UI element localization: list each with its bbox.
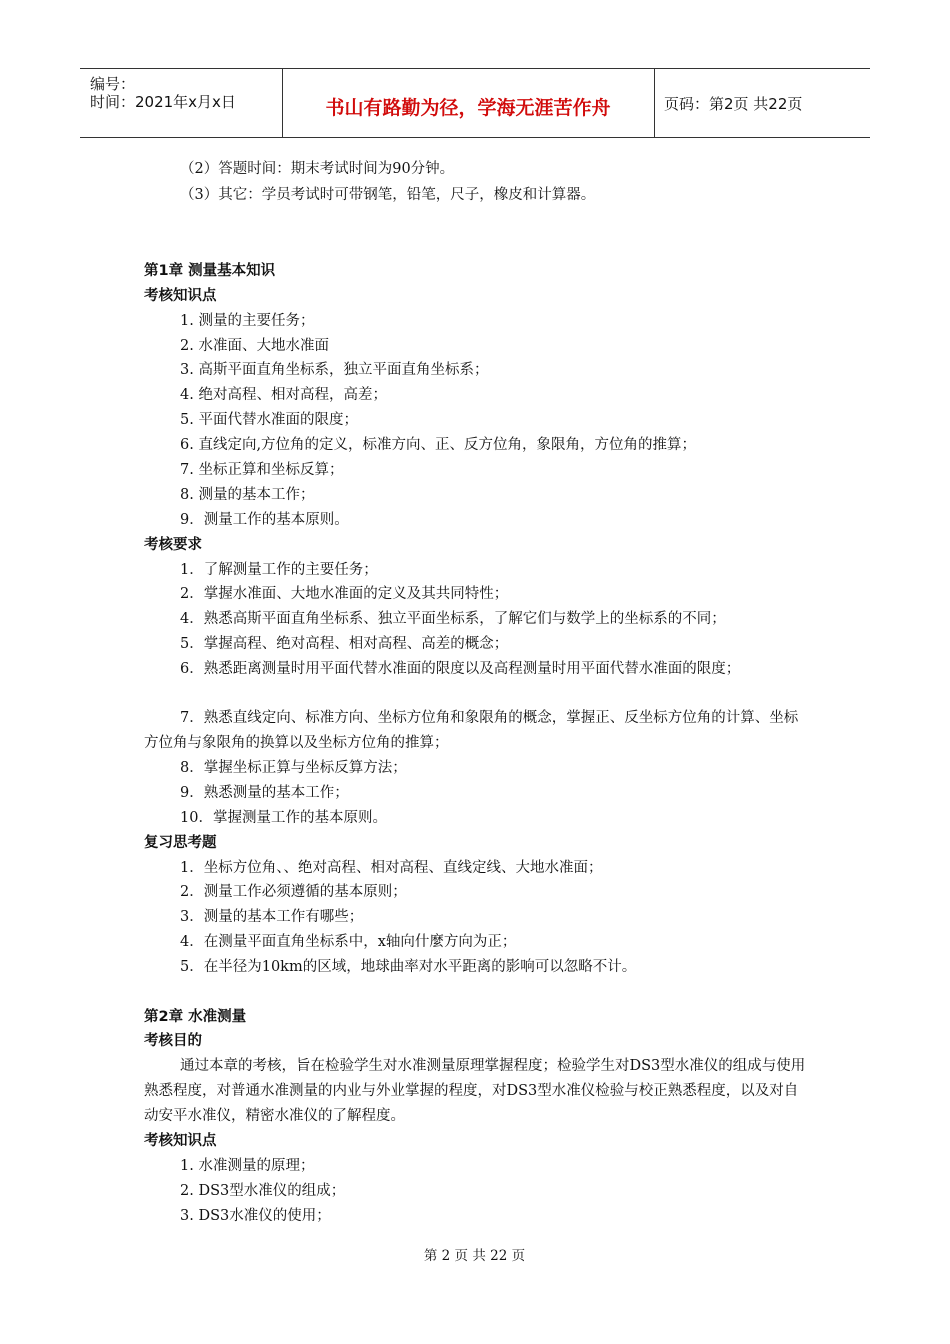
chapter-1-review-heading: 复习思考题 <box>144 835 217 851</box>
document-date-label: 时间：2021年x月x日 <box>90 93 236 111</box>
chapter-1-title: 第1章 测量基本知识 <box>144 263 276 279</box>
chapter-1-knowledge-heading: 考核知识点 <box>144 288 217 304</box>
requirement-item: 5．掌握高程、绝对高程、相对高程、高差的概念； <box>180 636 509 652</box>
review-item: 5．在半径为10km的区域，地球曲率对水平距离的影响可以忽略不计。 <box>180 959 637 975</box>
knowledge-item: 3. DS3水准仪的使用； <box>180 1208 331 1224</box>
requirement-item: 1．了解测量工作的主要任务； <box>180 562 378 578</box>
requirement-item: 6．熟悉距离测量时用平面代替水准面的限度以及高程测量时用平面代替水准面的限度； <box>180 661 741 677</box>
knowledge-item: 5. 平面代替水准面的限度； <box>180 412 358 428</box>
knowledge-item: 2. 水准面、大地水准面 <box>180 338 329 354</box>
knowledge-item: 8. 测量的基本工作； <box>180 487 315 503</box>
requirement-item: 8．掌握坐标正算与坐标反算方法； <box>180 760 407 776</box>
knowledge-item: 1. 水准测量的原理； <box>180 1158 315 1174</box>
chapter-1-requirements-heading: 考核要求 <box>144 537 202 553</box>
requirement-item: 4．熟悉高斯平面直角坐标系、独立平面坐标系，了解它们与数学上的坐标系的不同； <box>180 611 726 627</box>
chapter-2-knowledge-heading: 考核知识点 <box>144 1133 217 1149</box>
knowledge-item: 9．测量工作的基本原则。 <box>180 512 349 528</box>
knowledge-item: 6. 直线定向,方位角的定义，标准方向、正、反方位角，象限角，方位角的推算； <box>180 437 697 453</box>
knowledge-item: 4. 绝对高程、相对高程，高差； <box>180 387 387 403</box>
knowledge-item: 7. 坐标正算和坐标反算； <box>180 462 344 478</box>
page-header <box>80 68 870 138</box>
review-item: 4．在测量平面直角坐标系中，x轴向什麼方向为正； <box>180 934 517 950</box>
chapter-2-purpose-heading: 考核目的 <box>144 1033 202 1049</box>
intro-line: （2）答题时间：期末考试时间为90分钟。 <box>180 161 455 177</box>
header-motto: 书山有路勤为径，学海无涯苦作舟 <box>325 97 611 119</box>
header-page-number: 页码：第2页 共22页 <box>664 95 803 113</box>
header-motto-cell <box>282 69 655 137</box>
footer-page-number: 第 2 页 共 22 页 <box>423 1248 526 1264</box>
requirement-item: 2．掌握水准面、大地水准面的定义及其共同特性； <box>180 586 509 602</box>
header-meta-cell <box>80 69 283 137</box>
requirement-item: 10．掌握测量工作的基本原则。 <box>180 810 387 826</box>
chapter-2-title: 第2章 水准测量 <box>144 1009 247 1025</box>
requirement-item: 9．熟悉测量的基本工作； <box>180 785 349 801</box>
page-footer <box>0 1244 950 1264</box>
knowledge-item: 2. DS3型水准仪的组成； <box>180 1183 346 1199</box>
requirement-item-7: 7．熟悉直线定向、标准方向、坐标方位角和象限角的概念，掌握正、反坐标方位角的计算、坐标方位角与象限角的换算以及坐标方位角的推算； <box>144 710 799 751</box>
intro-line: （3）其它：学员考试时可带钢笔，铅笔，尺子，橡皮和计算器。 <box>180 187 596 203</box>
chapter-2-purpose-text: 通过本章的考核，旨在检验学生对水准测量原理掌握程度；检验学生对DS3型水准仪的组成与使用熟悉程度，对普通水准测量的内业与外业掌握的程度，对DS3型水准仪检验与校正熟悉程度，以及对自动安平水准仪，精密水准仪的了解程度。 <box>144 1058 806 1124</box>
header-page-cell <box>654 69 870 137</box>
document-number-label: 编号： <box>90 75 136 93</box>
knowledge-item: 1. 测量的主要任务； <box>180 313 315 329</box>
review-item: 3．测量的基本工作有哪些； <box>180 909 364 925</box>
knowledge-item: 3. 高斯平面直角坐标系，独立平面直角坐标系； <box>180 362 489 378</box>
review-item: 2．测量工作必须遵循的基本原则； <box>180 884 407 900</box>
review-item: 1．坐标方位角、、绝对高程、相对高程、直线定线、大地水准面； <box>180 860 603 876</box>
